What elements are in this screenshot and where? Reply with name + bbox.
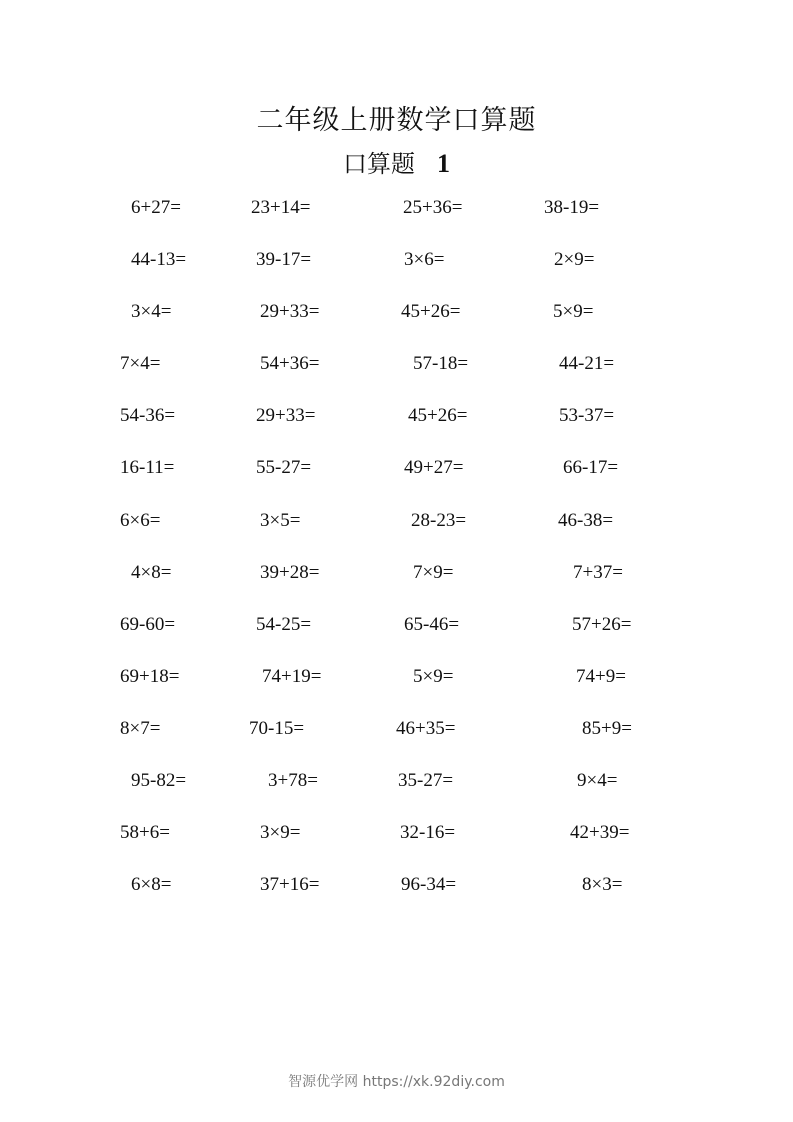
subtitle-label: 口算题 bbox=[343, 150, 415, 178]
problem-r6-c4: 66-17= bbox=[563, 457, 619, 478]
problem-r11-c3: 46+35= bbox=[396, 718, 456, 739]
problem-r10-c4: 74+9= bbox=[576, 666, 626, 687]
problem-r3-c2: 29+33= bbox=[260, 301, 320, 322]
problem-r13-c4: 42+39= bbox=[570, 822, 630, 843]
problem-r9-c3: 65-46= bbox=[404, 614, 460, 635]
problem-r13-c3: 32-16= bbox=[400, 822, 456, 843]
problem-r7-c3: 28-23= bbox=[411, 510, 467, 531]
problem-r5-c3: 45+26= bbox=[408, 405, 468, 426]
problem-r1-c2: 23+14= bbox=[251, 197, 311, 218]
problem-r14-c2: 37+16= bbox=[260, 874, 320, 895]
problem-r1-c1: 6+27= bbox=[131, 197, 181, 218]
problem-r2-c2: 39-17= bbox=[256, 249, 312, 270]
subtitle-number: 1 bbox=[437, 149, 450, 178]
problem-r7-c1: 6×6= bbox=[120, 510, 161, 531]
problem-r2-c1: 44-13= bbox=[131, 249, 187, 270]
problem-r13-c2: 3×9= bbox=[260, 822, 301, 843]
problem-r14-c4: 8×3= bbox=[582, 874, 623, 895]
problem-r2-c3: 3×6= bbox=[404, 249, 445, 270]
problem-r11-c2: 70-15= bbox=[249, 718, 305, 739]
problem-r5-c4: 53-37= bbox=[559, 405, 615, 426]
page-title: 二年级上册数学口算题 bbox=[256, 105, 537, 136]
problem-r1-c4: 38-19= bbox=[544, 197, 600, 218]
problem-r12-c1: 95-82= bbox=[131, 770, 187, 791]
problem-r7-c2: 3×5= bbox=[260, 510, 301, 531]
problem-r8-c1: 4×8= bbox=[131, 562, 172, 583]
problem-r3-c3: 45+26= bbox=[401, 301, 461, 322]
problem-r9-c4: 57+26= bbox=[572, 614, 632, 635]
problem-r4-c1: 7×4= bbox=[120, 353, 161, 374]
problem-r10-c2: 74+19= bbox=[262, 666, 322, 687]
problem-r8-c4: 7+37= bbox=[573, 562, 623, 583]
problem-r8-c3: 7×9= bbox=[413, 562, 454, 583]
problem-r6-c1: 16-11= bbox=[120, 457, 175, 478]
problem-r6-c3: 49+27= bbox=[404, 457, 464, 478]
problem-r4-c4: 44-21= bbox=[559, 353, 615, 374]
problem-r4-c2: 54+36= bbox=[260, 353, 320, 374]
problem-r4-c3: 57-18= bbox=[413, 353, 469, 374]
problem-r12-c3: 35-27= bbox=[398, 770, 454, 791]
problem-r12-c2: 3+78= bbox=[268, 770, 318, 791]
footer-watermark: 智源优学网 https://xk.92diy.com bbox=[288, 1074, 505, 1090]
problem-r9-c2: 54-25= bbox=[256, 614, 312, 635]
problem-r5-c1: 54-36= bbox=[120, 405, 176, 426]
problem-r3-c4: 5×9= bbox=[553, 301, 594, 322]
problem-r10-c1: 69+18= bbox=[120, 666, 180, 687]
problem-r7-c4: 46-38= bbox=[558, 510, 614, 531]
problem-r6-c2: 55-27= bbox=[256, 457, 312, 478]
problem-r12-c4: 9×4= bbox=[577, 770, 618, 791]
problem-r11-c4: 85+9= bbox=[582, 718, 632, 739]
problem-r1-c3: 25+36= bbox=[403, 197, 463, 218]
problem-r14-c1: 6×8= bbox=[131, 874, 172, 895]
problem-r11-c1: 8×7= bbox=[120, 718, 161, 739]
problem-r10-c3: 5×9= bbox=[413, 666, 454, 687]
problem-r13-c1: 58+6= bbox=[120, 822, 170, 843]
problem-r8-c2: 39+28= bbox=[260, 562, 320, 583]
problem-r9-c1: 69-60= bbox=[120, 614, 176, 635]
problem-r2-c4: 2×9= bbox=[554, 249, 595, 270]
problem-r14-c3: 96-34= bbox=[401, 874, 457, 895]
problem-r3-c1: 3×4= bbox=[131, 301, 172, 322]
problem-r5-c2: 29+33= bbox=[256, 405, 316, 426]
